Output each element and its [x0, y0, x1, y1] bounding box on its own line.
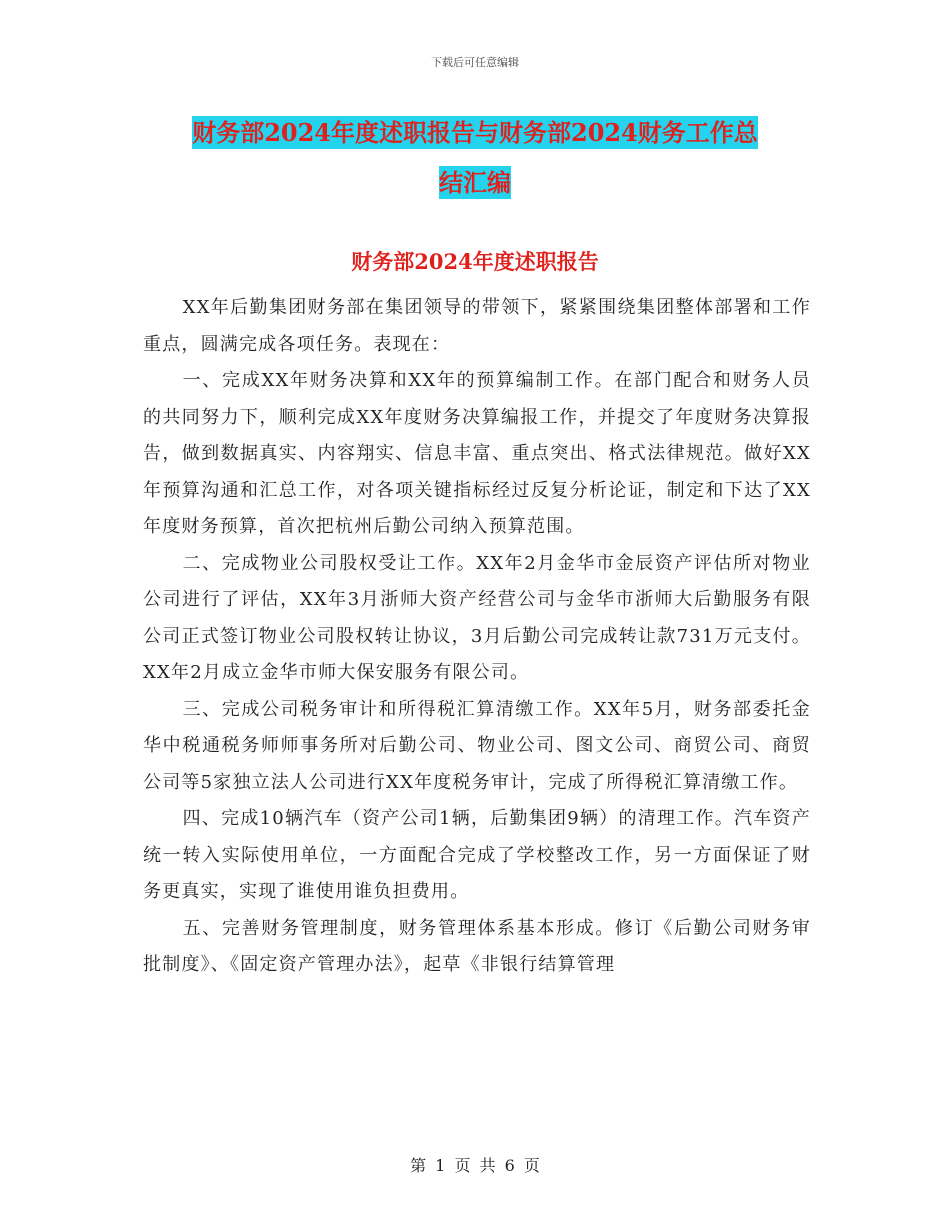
- page-number: 第 1 页 共 6 页: [410, 1156, 540, 1175]
- section-title: 财务部2024年度述职报告: [351, 249, 599, 274]
- paragraph-2: 二、完成物业公司股权受让工作。XX年2月金华市金辰资产评估所对物业公司进行了评估，XX年3月浙师大资产经营公司与金华市浙师大后勤服务有限公司正式签订物业公司股权转让协议，3月后勤公司完成转让款731万元支付。XX年2月成立金华市师大保安服务有限公司。: [143, 552, 811, 683]
- paragraph-3: 三、完成公司税务审计和所得税汇算清缴工作。XX年5月，财务部委托金华中税通税务师师事务所对后勤公司、物业公司、图文公司、商贸公司、商贸公司等5家独立法人公司进行XX年度税务审计，完成了所得税汇算清缴工作。: [143, 698, 811, 793]
- document-title-line-1: 财务部2024年度述职报告与财务部2024财务工作总: [192, 118, 758, 147]
- paragraph-1: 一、完成XX年财务决算和XX年的预算编制工作。在部门配合和财务人员的共同努力下，顺利完成XX年度财务决算编报工作，并提交了年度财务决算报告，做到数据真实、内容翔实、信息丰富、重点突出、格式法律规范。做好XX年预算沟通和汇总工作，对各项关键指标经过反复分析论证，制定和下达了XX年度财务预算，首次把杭州后勤公司纳入预算范围。: [143, 370, 811, 537]
- page-header-note: 下载后可任意编辑: [431, 56, 519, 69]
- paragraph-5: 五、完善财务管理制度，财务管理体系基本形成。修订《后勤公司财务审批制度》、《固定资产管理办法》，起草《非银行结算管理: [143, 917, 811, 975]
- document-title: [140, 108, 810, 208]
- document-body: [143, 290, 811, 984]
- document-title-line-2: 结汇编: [439, 168, 511, 197]
- paragraph-4: 四、完成10辆汽车（资产公司1辆，后勤集团9辆）的清理工作。汽车资产统一转入实际使用单位，一方面配合完成了学校整改工作，另一方面保证了财务更真实，实现了谁使用谁负担费用。: [143, 808, 811, 902]
- paragraph-intro: XX年后勤集团财务部在集团领导的带领下，紧紧围绕集团整体部署和工作重点，圆满完成各项任务。表现在：: [143, 297, 811, 355]
